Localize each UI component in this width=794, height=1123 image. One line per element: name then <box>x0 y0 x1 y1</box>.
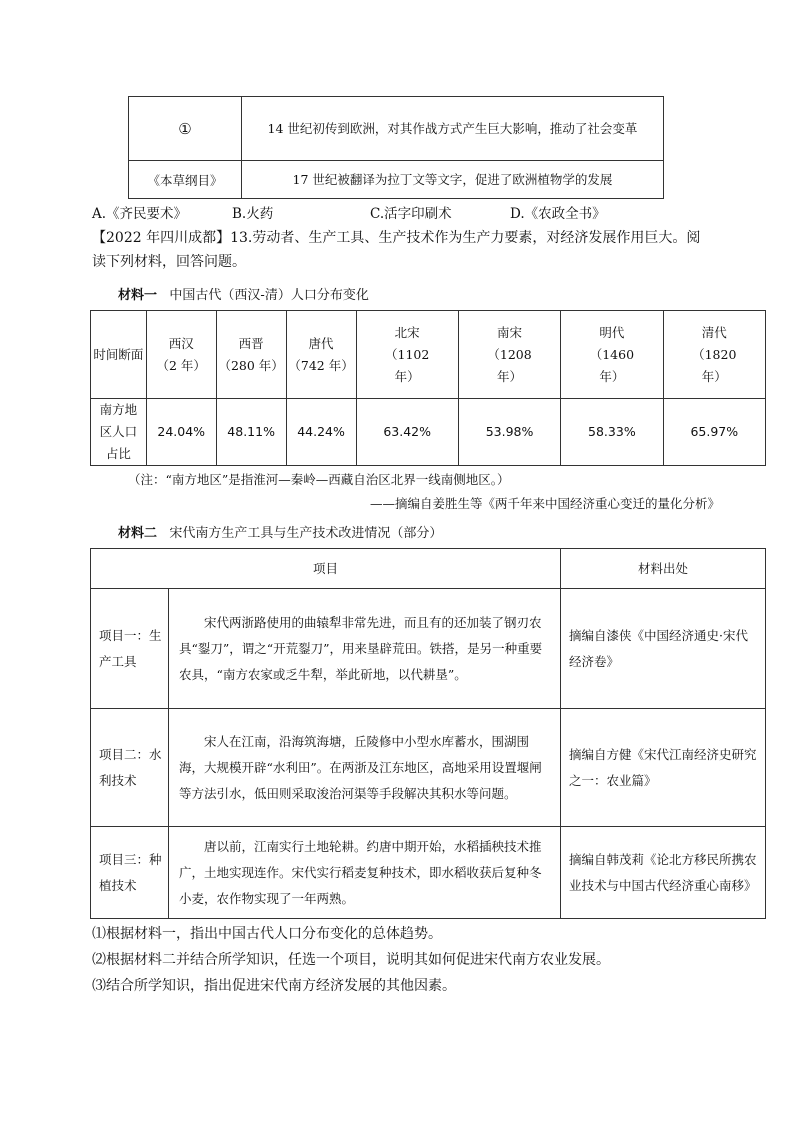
item-source: 摘编自漆侠《中国经济通史·宋代经济卷》 <box>561 589 766 709</box>
period-cell <box>286 311 356 399</box>
option-b: B.火药 <box>232 206 274 222</box>
item-description: 宋代两浙路使用的曲辕犁非常先进，而且有的还加装了钢刃农具“銐刀”，谓之“开荒銐刀”，用来垦辟荒田。铁搭，是另一种重要农具，“南方农家或乏牛犁，举此斫地，以代耕垦”。 <box>169 589 561 709</box>
material2-title: 宋代南方生产工具与生产技术改进情况（部分） <box>169 526 443 541</box>
song-technology-table <box>90 548 766 919</box>
table-row <box>91 709 766 827</box>
question-line1: 13.劳动者、生产工具、生产技术作为生产力要素，对经济发展作用巨大。阅 <box>230 230 701 246</box>
period-year: （1820 年） <box>692 346 737 384</box>
item-description: 宋人在江南，沿海筑海塘，丘陵修中小型水库蓄水，围湖围海，大规模开辟“水利田”。在两浙及江东地区，高地采用设置堰闸等方法引水，低田则采取浚治河渠等手段解决其积水等问题。 <box>169 709 561 827</box>
period-year: （2 年） <box>156 357 206 373</box>
value-cell: 24.04% <box>146 399 216 466</box>
period-cell <box>146 311 216 399</box>
table-header-row <box>91 549 766 589</box>
period-cell <box>663 311 765 399</box>
inventions-table <box>128 96 664 199</box>
option-d: D.《农政全书》 <box>510 206 606 222</box>
material1-title: 中国古代（西汉-清）人口分布变化 <box>169 288 369 303</box>
period-cell <box>216 311 286 399</box>
period-name: 西汉 <box>168 335 194 351</box>
subquestion-2: ⑵根据材料二并结合所学知识，任选一个项目，说明其如何促进宋代南方农业发展。 <box>92 952 610 968</box>
material1-label: 材料一 <box>118 288 158 303</box>
value-cell: 48.11% <box>216 399 286 466</box>
table-row <box>129 161 664 199</box>
table-row <box>129 97 664 161</box>
period-cell <box>458 311 560 399</box>
period-year: （1208 年） <box>487 346 532 384</box>
period-year: （1460 年） <box>589 346 635 384</box>
material1-note: （注：“南方地区”是指淮河—秦岭—西藏自治区北界一线南侧地区。） <box>128 472 510 487</box>
period-year: （1102 年） <box>385 346 430 384</box>
item-source: 摘编自方健《宋代江南经济史研究之一：农业篇》 <box>561 709 766 827</box>
question-tag: 【2022 年四川成都】 <box>92 230 231 246</box>
period-name: 北宋 <box>394 324 420 340</box>
table-cell: 14 世纪初传到欧洲，对其作战方式产生巨大影响，推动了社会变革 <box>242 97 664 161</box>
item-description: 唐以前，江南实行土地轮耕。约唐中期开始，水稻插秧技术推广，土地实现连作。宋代实行稻麦复种技术，即水稻收获后复种冬小麦，农作物实现了一年两熟。 <box>169 827 561 919</box>
table-row <box>91 827 766 919</box>
value-cell: 44.24% <box>286 399 356 466</box>
material2-label: 材料二 <box>118 526 158 541</box>
table-row <box>91 399 766 466</box>
period-year: （742 年） <box>288 357 354 373</box>
table-row <box>91 589 766 709</box>
table-cell: 《本草纲目》 <box>129 161 242 199</box>
option-a: A.《齐民要术》 <box>92 206 188 222</box>
material1-source: ——摘编自姜胜生等《两千年来中国经济重心变迁的量化分析》 <box>369 496 720 511</box>
value-cell: 65.97% <box>663 399 765 466</box>
table-cell: 17 世纪被翻译为拉丁文等文字，促进了欧洲植物学的发展 <box>242 161 664 199</box>
column-header-source: 材料出处 <box>561 549 766 589</box>
question-text <box>92 226 772 274</box>
period-name: 唐代 <box>308 335 334 351</box>
subquestion-3: ⑶结合所学知识，指出促进宋代南方经济发展的其他因素。 <box>92 978 456 994</box>
question-line2: 读下列材料，回答问题。 <box>92 254 246 270</box>
item-label: 项目一：生产工具 <box>91 589 169 709</box>
table-row <box>91 311 766 399</box>
period-year: （280 年） <box>218 357 284 373</box>
value-cell: 63.42% <box>356 399 458 466</box>
item-label: 项目二：水利技术 <box>91 709 169 827</box>
material1-heading <box>118 284 369 303</box>
material2-heading <box>118 522 442 541</box>
population-table <box>90 310 766 466</box>
period-name: 西晋 <box>238 335 264 351</box>
period-name: 南宋 <box>497 324 523 340</box>
subquestion-1: ⑴根据材料一，指出中国古代人口分布变化的总体趋势。 <box>92 926 442 942</box>
row-header: 南方地区人口占比 <box>91 399 147 466</box>
value-cell: 58.33% <box>561 399 663 466</box>
period-cell <box>356 311 458 399</box>
column-header-item: 项目 <box>91 549 561 589</box>
table-cell: ① <box>129 97 242 161</box>
option-c: C.活字印刷术 <box>370 206 452 222</box>
item-label: 项目三：种植技术 <box>91 827 169 919</box>
row-header: 时间断面 <box>91 311 147 399</box>
value-cell: 53.98% <box>458 399 560 466</box>
period-name: 明代 <box>599 324 625 340</box>
period-cell <box>561 311 663 399</box>
item-source: 摘编自韩茂莉《论北方移民所携农业技术与中国古代经济重心南移》 <box>561 827 766 919</box>
period-name: 清代 <box>701 324 727 340</box>
